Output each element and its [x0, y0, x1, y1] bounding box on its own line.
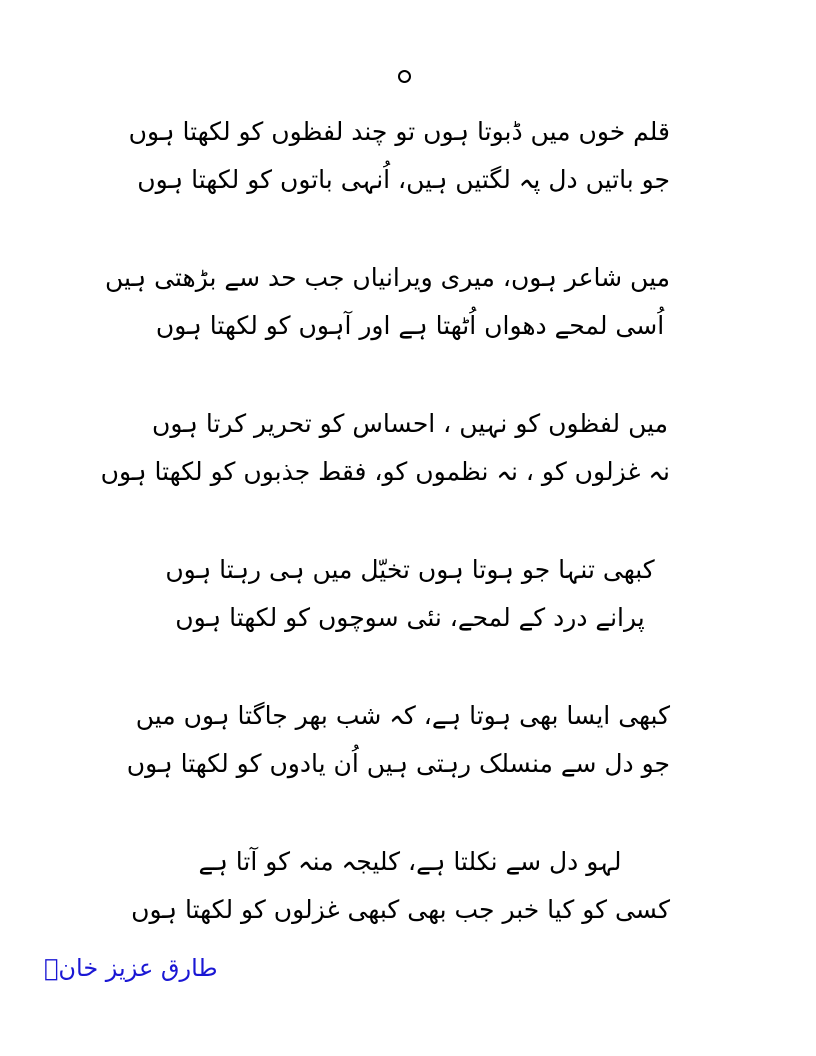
stanza-5	[126, 692, 670, 788]
poem-line: اُسی لمحے دھواں اُٹھتا ہے اور آہوں کو لکھتا ہوں	[155, 311, 665, 340]
poem-line: قلم خوں میں ڈبوتا ہوں تو چند لفظوں کو لکھتا ہوں	[128, 117, 670, 146]
poem-line: میں لفظوں کو نہیں ، احساس کو تحریر کرتا ہوں	[151, 409, 669, 438]
poem-line: پرانے درد کے لمحے، نئی سوچوں کو لکھتا ہوں	[175, 603, 645, 632]
poem-line: جو باتیں دل پہ لگتیں ہیں، اُنہی باتوں کو لکھتا ہوں	[137, 165, 670, 194]
poem-line: لہو دل سے نکلتا ہے، کلیجہ منہ کو آتا ہے	[198, 847, 622, 876]
poem-line: کبھی تنہا جو ہوتا ہوں تخیّل میں ہی رہتا ہوں	[165, 555, 655, 584]
author-signature: طارق عزیز خانؔ	[44, 954, 218, 982]
circle-icon	[398, 70, 411, 83]
poem-line: کبھی ایسا بھی ہوتا ہے، کہ شب بھر جاگتا ہوں میں	[135, 701, 670, 730]
poem-line: جو دل سے منسلک رہتی ہیں اُن یادوں کو لکھتا ہوں	[126, 749, 670, 778]
poem-line: میں شاعر ہوں، میری ویرانیاں جب حد سے بڑھتی ہیں	[104, 263, 670, 292]
stanza-2	[104, 254, 670, 350]
stanza-4	[150, 546, 670, 642]
poem-line: کسی کو کیا خبر جب بھی کبھی غزلوں کو لکھتا ہوں	[131, 895, 670, 924]
stanza-1	[128, 108, 670, 204]
poem-line: نہ غزلوں کو ، نہ نظموں کو، فقط جذبوں کو لکھتا ہوں	[100, 457, 670, 486]
stanza-6	[131, 838, 670, 934]
stanza-3	[100, 400, 670, 496]
